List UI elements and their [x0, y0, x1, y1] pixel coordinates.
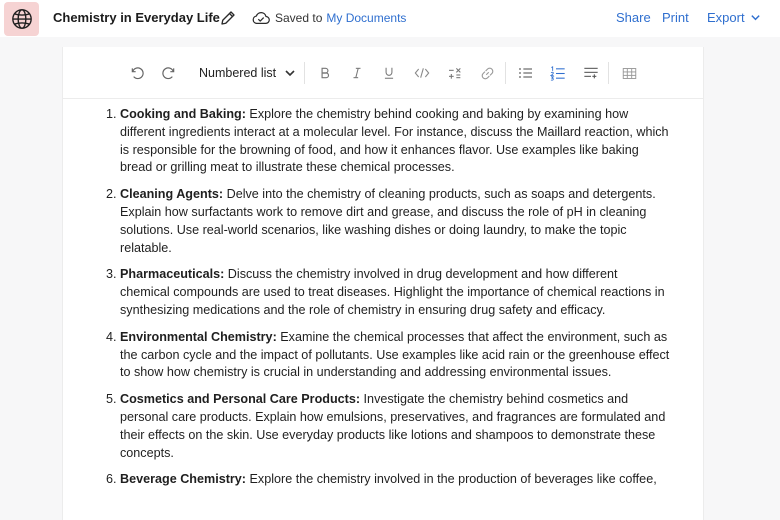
redo-button[interactable] [160, 64, 178, 82]
italic-button[interactable] [348, 64, 366, 82]
underline-icon [382, 66, 396, 80]
document-title: Chemistry in Everyday Life [53, 10, 220, 25]
formatting-toolbar [63, 47, 703, 99]
list-item-text: Examine the chemical processes that affect the environment, such as the carbon cycle and the impact of pollutants. Use examples like acid rain or the greenhouse effect to show how chemistry is crucial in understanding and addressing environmental issues. [120, 329, 670, 380]
chevron-down-icon [750, 12, 761, 23]
pencil-icon [219, 9, 237, 27]
insert-table-button[interactable] [620, 64, 638, 82]
list-item-number: 6. [106, 472, 117, 487]
document-body[interactable] [63, 99, 703, 520]
code-icon [414, 66, 430, 80]
list-item-text: Discuss the chemistry involved in drug development and how different chemical compounds are used to treat diseases. Highlight the importance of chemical reactions in synthesizing medications and the role of chemistry in ensuring drug safety and efficacy. [120, 267, 665, 317]
bold-button[interactable] [316, 64, 334, 82]
bulleted-list-icon [518, 66, 534, 80]
redo-icon [161, 65, 177, 81]
saved-location-link[interactable]: My Documents [326, 11, 407, 25]
list-item-title: Cooking and Baking: [120, 107, 246, 121]
list-style-value: Numbered list [199, 66, 277, 80]
list-item-number: 2. [106, 187, 117, 202]
chevron-down-icon [284, 67, 296, 79]
undo-icon [129, 65, 145, 81]
app-header [0, 0, 780, 37]
list-item [106, 391, 670, 462]
list-item-text: Explore the chemistry behind cooking and baking by examining how different ingredients interact at a molecular level. For instance, discuss the Maillard reaction, which is responsible for the browning of food, and how it enhances flavor. Use examples like baking bread or grilling meat to illustrate these chemical processes. [120, 107, 669, 175]
numbered-list [106, 106, 670, 498]
undo-button[interactable] [128, 64, 146, 82]
list-item [106, 266, 670, 319]
print-button[interactable]: Print [662, 10, 689, 25]
list-item-title: Cosmetics and Personal Care Products: [120, 392, 361, 407]
list-style-dropdown[interactable] [199, 64, 296, 82]
numbered-list-button[interactable] [549, 64, 567, 82]
save-status [251, 8, 406, 28]
formula-icon [447, 65, 463, 81]
cloud-check-icon [251, 10, 271, 26]
list-item-number: 3. [106, 267, 117, 282]
toolbar-divider [608, 62, 609, 84]
list-item-text: Delve into the chemistry of cleaning products, such as soaps and detergents. Explain how surfactants work to remove dirt and grease, and discuss the role of pH in cleaning solutions. Use real-world scenarios, like washing dishes or doing laundry, to make the topic relatable. [120, 187, 656, 255]
document-area [62, 47, 704, 520]
bold-icon [318, 66, 332, 80]
list-item-text: Investigate the chemistry behind cosmetics and personal care products. Explain how emulsions, preservatives, and fragrances are formulated and their effects on the skin. Use everyday products like lotions and shampoos to demonstrate these concepts. [120, 392, 666, 460]
list-item-number: 4. [106, 329, 117, 344]
globe-icon [11, 8, 33, 30]
list-item [106, 186, 670, 257]
list-item [106, 471, 670, 489]
rename-button[interactable] [219, 9, 237, 27]
list-item-number: 1. [106, 107, 117, 121]
table-icon [622, 67, 637, 80]
numbered-list-icon [550, 66, 566, 81]
list-item-title: Environmental Chemistry: [120, 329, 277, 344]
saved-prefix: Saved to [275, 11, 323, 25]
share-button[interactable]: Share [616, 10, 651, 25]
link-button[interactable] [478, 64, 496, 82]
export-button[interactable] [707, 10, 761, 25]
indent-button[interactable] [582, 64, 600, 82]
export-label: Export [707, 10, 745, 25]
link-icon [480, 66, 495, 81]
toolbar-divider [505, 62, 506, 84]
formula-button[interactable] [446, 64, 464, 82]
italic-icon [350, 66, 364, 80]
text-wrap-icon [583, 66, 599, 80]
list-item-title: Pharmaceuticals: [120, 267, 225, 282]
code-button[interactable] [413, 64, 431, 82]
list-item [106, 329, 670, 382]
bulleted-list-button[interactable] [517, 64, 535, 82]
globe-logo-button[interactable] [4, 2, 39, 36]
toolbar-divider [304, 62, 305, 84]
list-item-title: Cleaning Agents: [120, 187, 224, 202]
underline-button[interactable] [380, 64, 398, 82]
list-item [106, 106, 670, 177]
list-item-number: 5. [106, 392, 117, 407]
list-item-text: Explore the chemistry involved in the production of beverages like coffee, [246, 472, 657, 487]
list-item-title: Beverage Chemistry: [120, 472, 246, 487]
